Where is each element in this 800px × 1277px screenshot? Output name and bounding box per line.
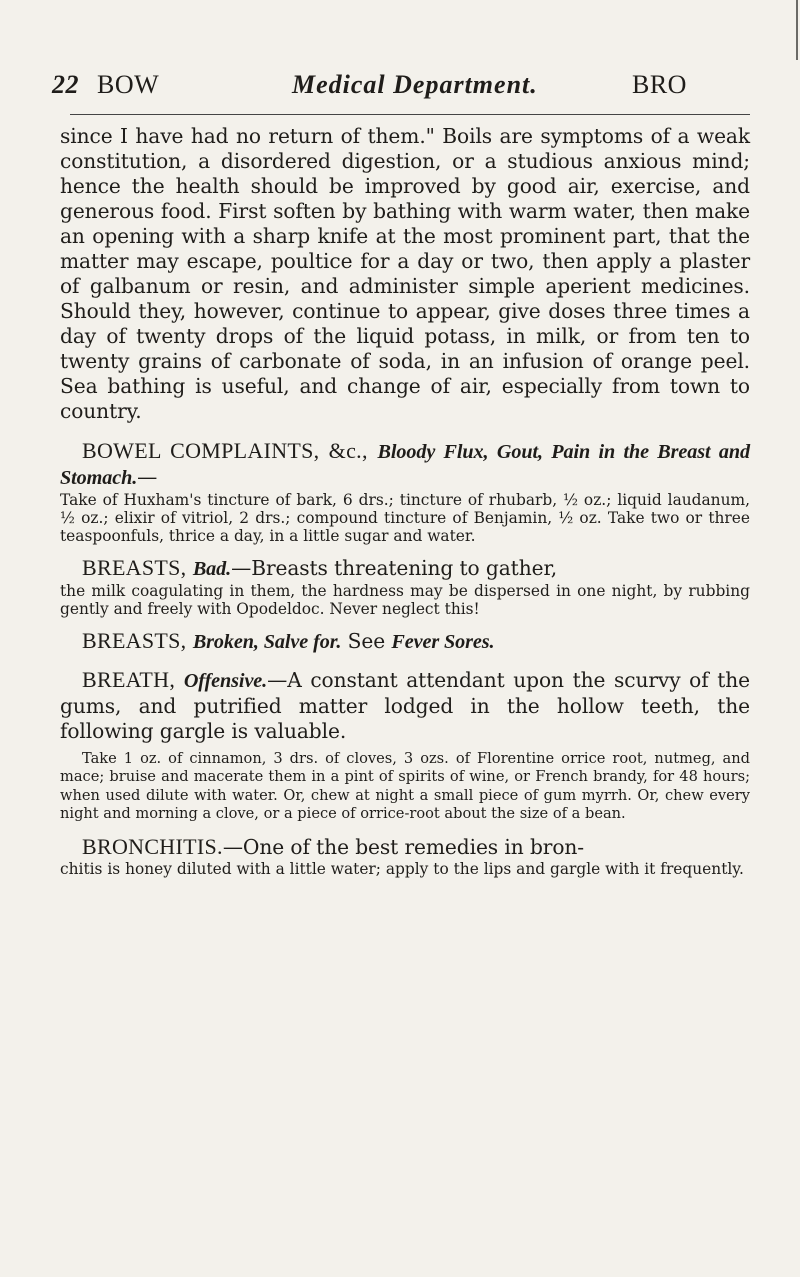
entry-bowel-complaints (60, 438, 750, 545)
header-title: Medical Department. (292, 70, 538, 99)
entry-bronchitis (60, 834, 750, 878)
entry-heading: BREASTS, (82, 555, 187, 580)
entry-subheading: Broken, Salve for. (192, 631, 342, 653)
entry-text: the milk coagulating in them, the hardness may be dispersed in one night, by rubbing gently and freely with Opodeldoc. Never neglect this! (60, 582, 750, 618)
entry-subheading: Offensive. (183, 670, 268, 692)
entry-subheading: Bad. (192, 558, 232, 580)
running-header (52, 70, 752, 104)
entry-heading: BREATH, (82, 667, 176, 692)
entry-breasts-broken (60, 628, 750, 655)
header-left-word: BOW (97, 70, 160, 99)
entry-heading: BOWEL COMPLAINTS, &c., (82, 438, 368, 463)
header-right-word: BRO (632, 70, 687, 99)
entry-text: chitis is honey diluted with a little water; apply to the lips and gargle with it frequently. (60, 859, 744, 878)
see-word: See (347, 629, 386, 653)
entry-text: Take 1 oz. of cinnamon, 3 drs. of cloves, 3 ozs. of Florentine orrice root, nutmeg, and mace; bruise and macerate them in a pint of spirits of wine, or French brandy, for 48 hours; when used dilute with water. Or, chew at night a small piece of gum myrrh. Or, chew every night and morning a clove, or a piece of orrice-root about the size of a bean. (60, 750, 750, 823)
cross-reference: Fever Sores. (391, 631, 495, 653)
entry-text-lead: —One of the best remedies in bron- (222, 834, 585, 859)
entry-subheading: Bloody Flux, Gout, Pain in the Breast and Stomach. (60, 441, 750, 489)
entry-text: Take of Huxham's tincture of bark, 6 drs.; tincture of rhubarb, ½ oz.; liquid laudanum, ½ oz.; elixir of vitriol, 2 drs.; compound tincture of Benjamin, ½ oz. Take two or three teaspoonfuls, thrice a day, in a little sugar and water. (60, 491, 750, 545)
boils-paragraph: since I have had no return of them." Boils are symptoms of a weak constitution, a disordered digestion, or a studious anxious mind; hence the health should be improved by good air, exercise, and generous food. First soften by bathing with warm water, then make an opening with a sharp knife at the most prominent part, that the matter may escape, poultice for a day or two, then apply a plaster of galbanum or resin, and administer simple aperient medicines. Should they, however, continue to appear, give doses three times a day of twenty drops of the liquid potass, in milk, or from ten to twenty grains of carbonate of soda, in an infusion of orange peel. Sea bathing is useful, and change of air, especially from town to country. (60, 124, 750, 423)
page-edge-line (796, 0, 798, 60)
entry-heading: BRONCHITIS. (82, 833, 223, 859)
page-number: 22 (52, 70, 79, 99)
entry-breath-offensive (60, 667, 750, 824)
entry-text-lead: —Breasts threatening to gather, (231, 556, 558, 580)
page-body (60, 124, 750, 888)
entry-text-lead: —A constant attendant upon the scurvy of the gums, and putrified matter lodged in the hollow teeth, the following gargle is valuable. (60, 668, 750, 743)
entry-dash: — (137, 465, 158, 489)
entry-heading: BREASTS, (82, 628, 187, 653)
entry-breasts-bad (60, 555, 750, 618)
header-rule (70, 114, 750, 115)
